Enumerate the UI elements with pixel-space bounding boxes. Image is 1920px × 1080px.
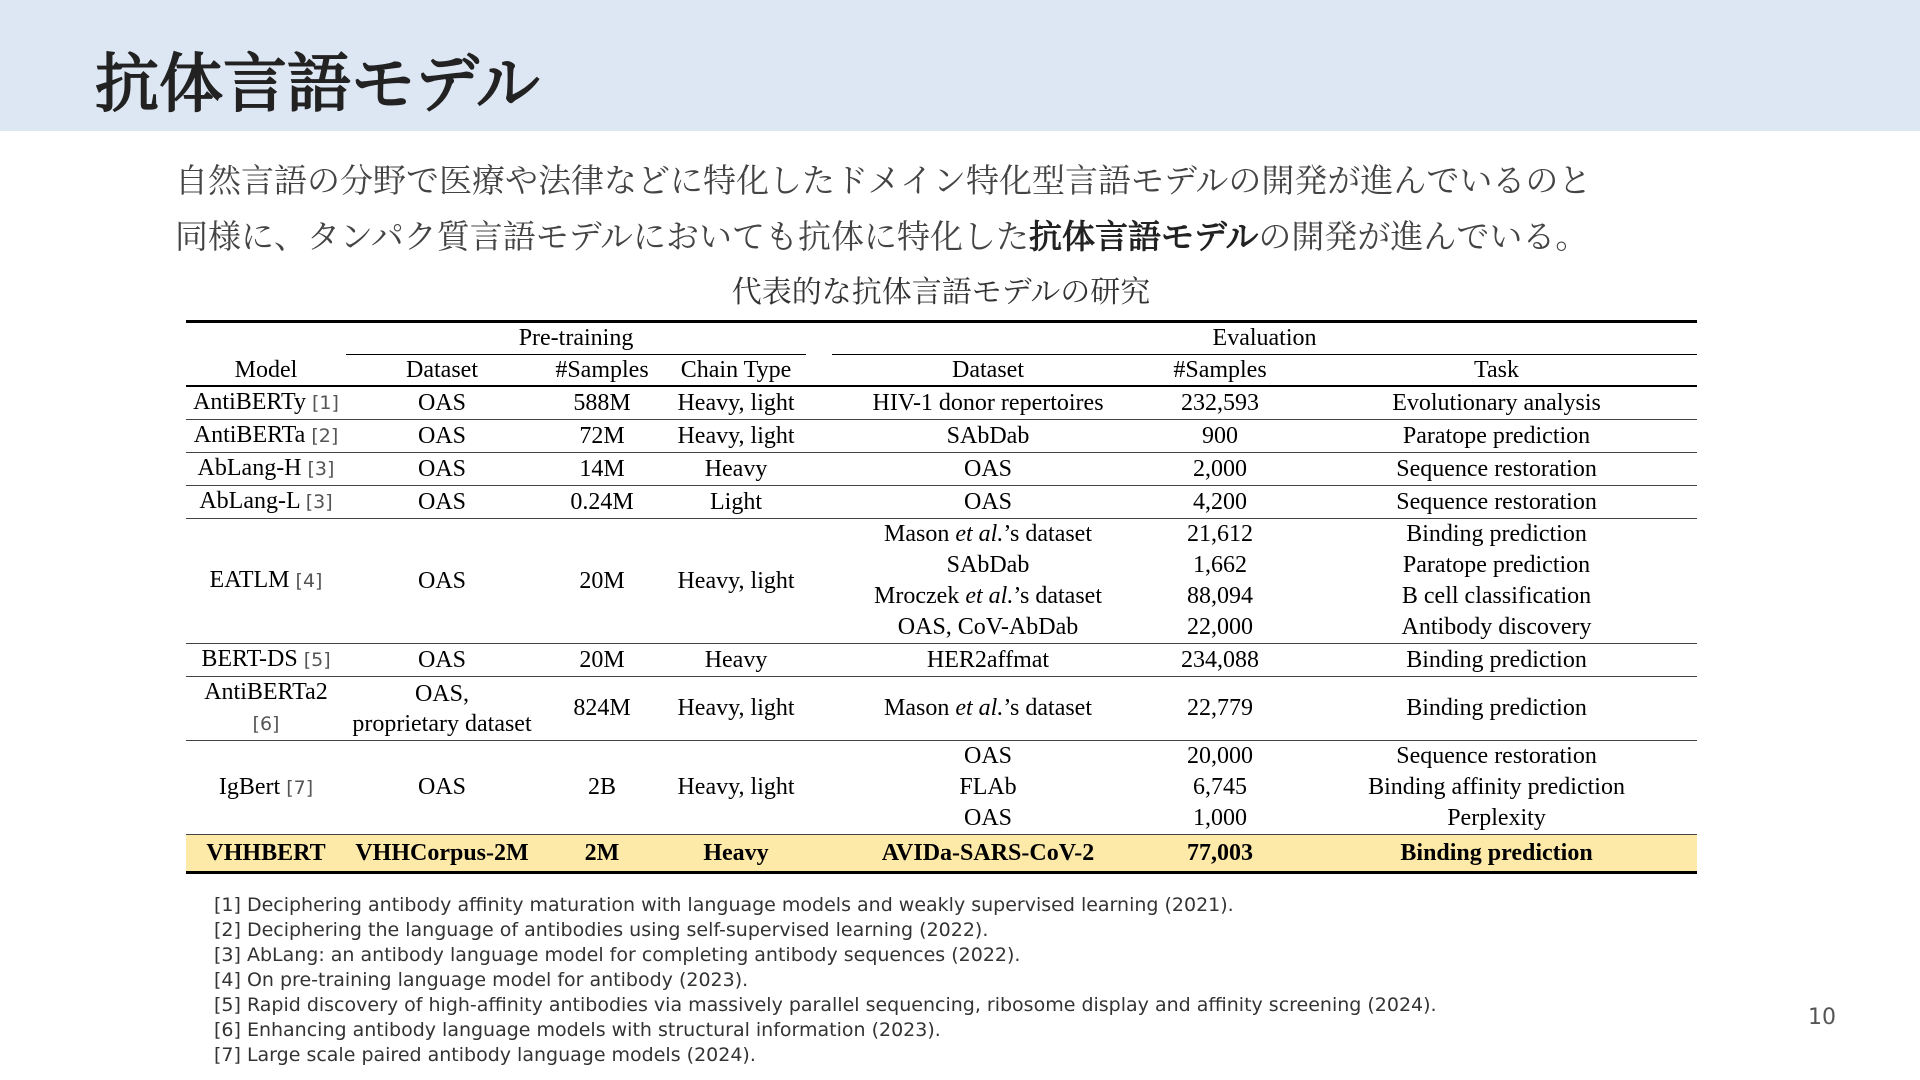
table-row <box>186 677 1697 741</box>
ev-dataset: HER2affmat <box>832 644 1144 677</box>
reference-marker: [3] <box>307 458 335 480</box>
footnote: [5] Rapid discovery of high-affinity antibodies via massively parallel sequencing, ribosome display and affinity screening (2024). <box>214 994 1437 1016</box>
model-name: AntiBERTa [2] <box>186 420 346 453</box>
ev-samples: 234,088 <box>1144 644 1296 677</box>
ev-samples: 2,000 <box>1144 453 1296 486</box>
chain-type: Heavy <box>666 835 806 873</box>
ev-dataset: Mroczek et al.’s dataset <box>874 583 1102 609</box>
table-row <box>186 453 1697 486</box>
ev-task: Sequence restoration <box>1296 486 1697 519</box>
model-name: EATLM [4] <box>186 519 346 644</box>
reference-marker: [6] <box>252 713 280 735</box>
ev-dataset: FLAb <box>959 774 1017 800</box>
column-header-row <box>186 355 1697 387</box>
group-header-evaluation: Evaluation <box>832 322 1697 355</box>
ev-task: B cell classification <box>1401 583 1592 609</box>
ev-task: Binding prediction <box>1296 644 1697 677</box>
page-number: 10 <box>1808 1005 1836 1030</box>
pt-dataset: OAS <box>346 644 538 677</box>
pt-samples: 2M <box>538 835 666 873</box>
col-header-pt-dataset: Dataset <box>346 355 538 387</box>
col-header-ev-samples: #Samples <box>1144 355 1296 387</box>
footnote: [2] Deciphering the language of antibodies using self-supervised learning (2022). <box>214 919 989 941</box>
pt-dataset: OAS <box>346 519 538 644</box>
model-name: IgBert [7] <box>186 741 346 835</box>
pt-dataset: OAS <box>346 741 538 835</box>
pt-samples: 0.24M <box>538 486 666 519</box>
model-comparison-table <box>186 320 1697 874</box>
ev-task: Antibody discovery <box>1401 614 1592 640</box>
intro-line-2 <box>175 209 1795 265</box>
table-row <box>186 386 1697 420</box>
pt-samples: 824M <box>538 677 666 741</box>
ev-dataset: AVIDa-SARS-CoV-2 <box>832 835 1144 873</box>
chain-type: Light <box>666 486 806 519</box>
pt-dataset: OAS <box>346 486 538 519</box>
footnote: [6] Enhancing antibody language models with structural information (2023). <box>214 1019 941 1041</box>
reference-marker: [5] <box>303 649 331 671</box>
ev-dataset: Mason et al.’s dataset <box>832 677 1144 741</box>
footnote: [4] On pre-training language model for antibody (2023). <box>214 969 749 991</box>
model-name: AntiBERTa2 [6] <box>186 677 346 741</box>
ev-samples: 22,000 <box>1187 614 1254 640</box>
ev-dataset: SAbDab <box>832 420 1144 453</box>
ev-dataset: OAS <box>832 486 1144 519</box>
footnote: [7] Large scale paired antibody language models (2024). <box>214 1044 756 1066</box>
model-name: AbLang-L [3] <box>186 486 346 519</box>
chain-type: Heavy, light <box>666 677 806 741</box>
ev-dataset: OAS <box>832 453 1144 486</box>
reference-marker: [1] <box>311 392 339 414</box>
pt-samples: 20M <box>538 644 666 677</box>
ev-task: Paratope prediction <box>1402 552 1591 578</box>
ev-samples: 88,094 <box>1187 583 1254 609</box>
ev-dataset: HIV-1 donor repertoires <box>872 389 1104 416</box>
col-header-chain-type: Chain Type <box>666 355 806 387</box>
pt-dataset: OAS <box>346 420 538 453</box>
footnote: [3] AbLang: an antibody language model for completing antibody sequences (2022). <box>214 944 1021 966</box>
col-header-task: Task <box>1296 355 1697 387</box>
ev-samples: 900 <box>1144 420 1296 453</box>
pt-dataset: OAS <box>346 453 538 486</box>
ev-task: Paratope prediction <box>1296 420 1697 453</box>
group-header-pretraining: Pre-training <box>346 322 806 355</box>
intro-line-1: 自然言語の分野で医療や法律などに特化したドメイン特化型言語モデルの開発が進んでいるのと <box>175 161 1592 200</box>
ev-samples: 1,662 <box>1193 552 1248 578</box>
col-header-pt-samples: #Samples <box>538 355 666 387</box>
ev-task: Perplexity <box>1447 805 1546 831</box>
reference-marker: [4] <box>295 570 323 592</box>
ev-samples: 22,779 <box>1144 677 1296 741</box>
ev-samples: 1,000 <box>1193 805 1248 831</box>
pt-samples: 588M <box>573 389 631 416</box>
ev-dataset: OAS <box>832 741 1144 773</box>
model-name: BERT-DS [5] <box>186 644 346 677</box>
pt-dataset: VHHCorpus-2M <box>346 835 538 873</box>
group-gap <box>806 322 832 355</box>
chain-type: Heavy <box>666 644 806 677</box>
model-name: AntiBERTy [1] <box>193 389 339 415</box>
ev-dataset: OAS, CoV-AbDab <box>897 614 1079 640</box>
slide-title: 抗体言語モデル <box>95 48 540 122</box>
chain-type: Heavy <box>666 453 806 486</box>
chain-type: Heavy, light <box>677 389 795 416</box>
ev-task: Binding prediction <box>1296 519 1697 551</box>
pt-dataset: OAS, proprietary dataset <box>346 677 538 741</box>
ev-samples: 6,745 <box>1193 774 1248 800</box>
table-row <box>186 420 1697 453</box>
chain-type: Heavy, light <box>666 519 806 644</box>
ev-task: Binding prediction <box>1296 835 1697 873</box>
chain-type: Heavy, light <box>666 420 806 453</box>
intro-line-2-post: の開発が進んでいる。 <box>1258 217 1589 256</box>
ev-samples: 77,003 <box>1144 835 1296 873</box>
table-row <box>186 644 1697 677</box>
table-row <box>186 519 1697 551</box>
ev-samples: 21,612 <box>1144 519 1296 551</box>
ev-samples: 4,200 <box>1144 486 1296 519</box>
intro-paragraph <box>175 153 1795 265</box>
col-header-model: Model <box>186 355 346 387</box>
pt-samples: 14M <box>538 453 666 486</box>
reference-marker: [2] <box>311 425 339 447</box>
highlighted-row-vhhbert <box>186 835 1697 873</box>
pt-dataset: OAS <box>417 389 466 416</box>
table-row <box>186 486 1697 519</box>
pt-samples: 72M <box>538 420 666 453</box>
ev-task: Binding affinity prediction <box>1368 774 1625 800</box>
ev-dataset: SAbDab <box>946 552 1030 578</box>
ev-dataset: Mason et al.’s dataset <box>832 519 1144 551</box>
footnote: [1] Deciphering antibody affinity maturation with language models and weakly supervised learning (2021). <box>214 894 1234 916</box>
footnotes <box>214 893 1437 1068</box>
model-name: AbLang-H [3] <box>186 453 346 486</box>
ev-samples: 232,593 <box>1181 389 1260 416</box>
table-caption: 代表的な抗体言語モデルの研究 <box>731 275 1151 310</box>
col-header-gap <box>806 355 832 387</box>
pt-samples: 2B <box>538 741 666 835</box>
reference-marker: [7] <box>286 776 314 799</box>
col-header-ev-dataset: Dataset <box>832 355 1144 387</box>
ev-task: Binding prediction <box>1296 677 1697 741</box>
ev-task: Evolutionary analysis <box>1392 389 1601 416</box>
ev-dataset: OAS <box>964 805 1013 831</box>
intro-highlight-term: 抗体言語モデル <box>1029 217 1259 256</box>
model-header-spacer <box>186 322 346 355</box>
intro-line-2-pre: 同様に、タンパク質言語モデルにおいても抗体に特化した <box>175 217 1030 256</box>
ev-task: Sequence restoration <box>1296 453 1697 486</box>
chain-type: Heavy, light <box>666 741 806 835</box>
group-header-row <box>186 322 1697 355</box>
model-name: VHHBERT <box>186 835 346 873</box>
ev-samples: 20,000 <box>1144 741 1296 773</box>
table-row <box>186 741 1697 773</box>
reference-marker: [3] <box>305 491 333 513</box>
pt-samples: 20M <box>538 519 666 644</box>
ev-task: Sequence restoration <box>1296 741 1697 773</box>
